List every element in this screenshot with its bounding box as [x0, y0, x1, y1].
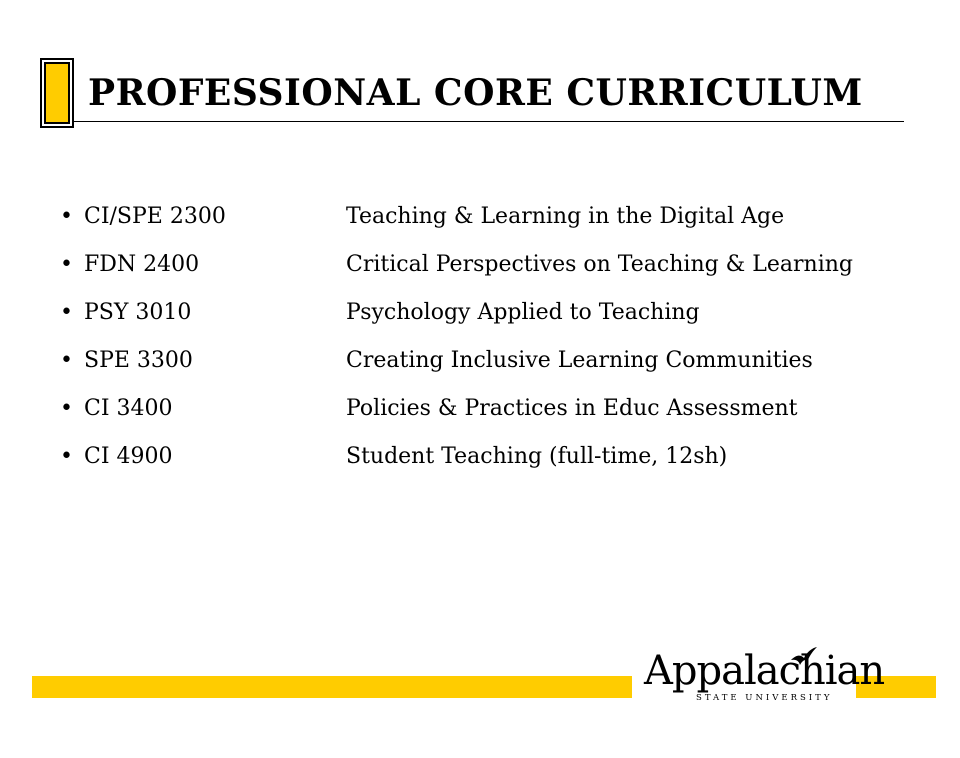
course-row	[60, 252, 853, 300]
course-name: Psychology Applied to Teaching	[346, 300, 700, 325]
course-code: CI/SPE 2300	[84, 204, 226, 229]
course-row	[60, 300, 853, 348]
course-code: CI 3400	[84, 396, 173, 421]
logo-wordmark: Appalachian	[644, 648, 885, 694]
university-logo	[640, 646, 885, 706]
course-name: Teaching & Learning in the Digital Age	[346, 204, 785, 229]
course-row	[60, 396, 853, 444]
course-name: Policies & Practices in Educ Assessment	[346, 396, 798, 421]
logo-subtitle: STATE UNIVERSITY	[696, 693, 833, 703]
course-name: Creating Inclusive Learning Communities	[346, 348, 813, 373]
bird-icon	[790, 646, 818, 668]
bullet: •	[60, 204, 73, 229]
course-row	[60, 348, 853, 396]
course-code: CI 4900	[84, 444, 173, 469]
course-row	[60, 204, 853, 252]
course-name: Student Teaching (full-time, 12sh)	[346, 444, 728, 469]
course-code: FDN 2400	[84, 252, 200, 277]
course-code: PSY 3010	[84, 300, 192, 325]
title-divider	[72, 121, 904, 122]
bullet: •	[60, 300, 73, 325]
bullet: •	[60, 444, 73, 469]
bullet: •	[60, 348, 73, 373]
footer-accent-bar-left	[32, 676, 632, 698]
course-code: SPE 3300	[84, 348, 193, 373]
slide-title: PROFESSIONAL CORE CURRICULUM	[88, 72, 863, 114]
course-row	[60, 444, 853, 492]
bullet: •	[60, 396, 73, 421]
bullet: •	[60, 252, 73, 277]
course-list	[60, 204, 853, 492]
course-name: Critical Perspectives on Teaching & Learning	[346, 252, 853, 277]
